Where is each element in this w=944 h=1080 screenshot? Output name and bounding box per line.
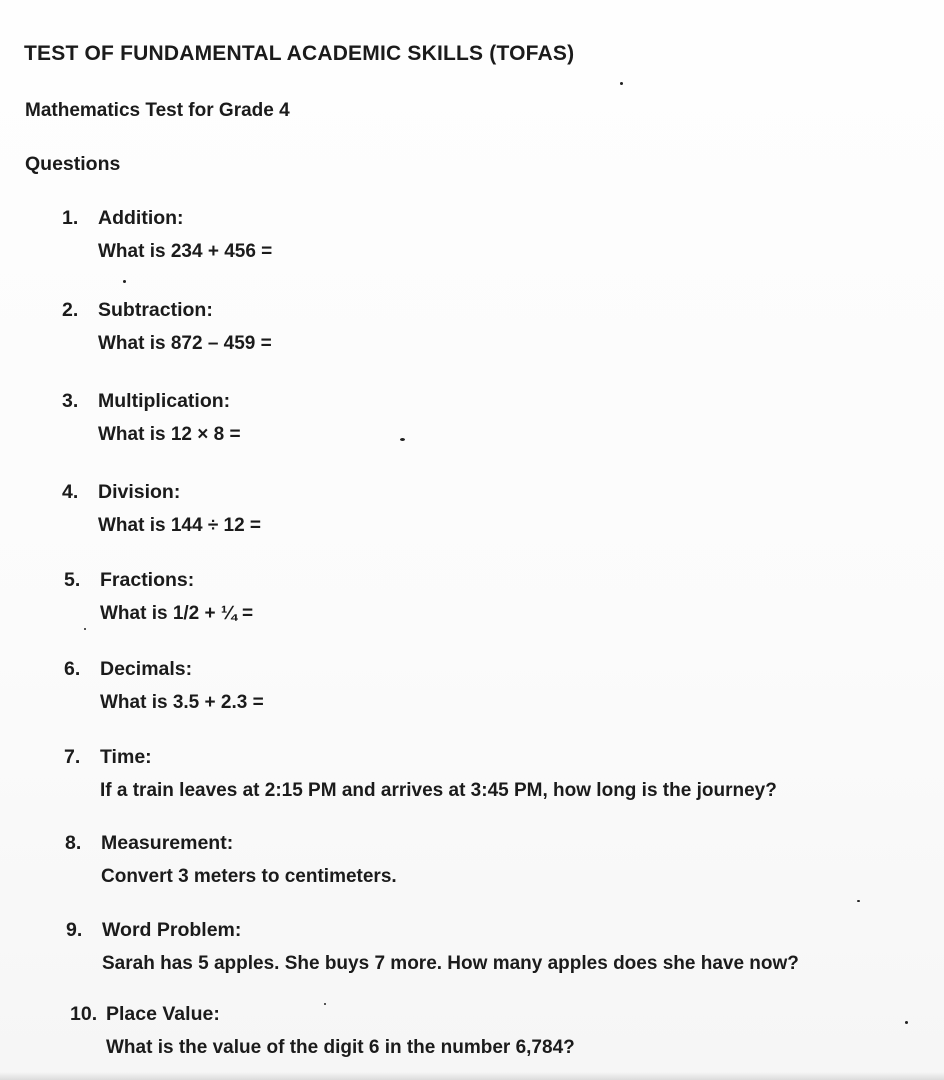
question-heading: [64, 746, 924, 769]
question-number: 10.: [70, 1003, 98, 1025]
question-text: If a train leaves at 2:15 PM and arrives at 3:45 PM, how long is the journey?: [100, 780, 777, 801]
question-number: 6.: [64, 658, 81, 680]
question-text: What is 872 – 459 =: [98, 333, 272, 354]
question-heading: [62, 481, 922, 504]
question-topic: Measurement:: [101, 832, 234, 854]
scan-speck: [400, 438, 405, 441]
question-heading: [70, 1003, 930, 1026]
question-topic: Fractions:: [100, 569, 195, 591]
question-item: [64, 746, 924, 802]
scan-speck: [905, 1021, 908, 1024]
scan-edge-shadow: [0, 1072, 944, 1080]
page-title: TEST OF FUNDAMENTAL ACADEMIC SKILLS (TOFAS): [24, 42, 575, 65]
question-number: 9.: [66, 919, 83, 941]
question-text: What is 12 × 8 =: [98, 424, 241, 445]
question-text: What is 1/2 + ¼ =: [100, 603, 254, 624]
question-heading: [62, 299, 922, 322]
question-text: Sarah has 5 apples. She buys 7 more. How many apples does she have now?: [102, 953, 799, 974]
question-topic: Word Problem:: [102, 919, 242, 941]
question-topic: Division:: [98, 481, 181, 503]
question-heading: [64, 658, 924, 681]
scan-speck: [857, 900, 860, 902]
scan-speck: [620, 82, 623, 85]
question-item: [70, 1003, 930, 1059]
question-number: 2.: [62, 299, 79, 321]
question-topic: Multiplication:: [98, 390, 231, 412]
question-heading: [64, 569, 924, 592]
question-text: What is 234 + 456 =: [98, 241, 273, 262]
question-item: [62, 299, 922, 355]
question-item: [62, 207, 922, 263]
scan-speck: [324, 1003, 326, 1005]
question-text: What is 3.5 + 2.3 =: [100, 692, 264, 713]
question-number: 4.: [62, 481, 79, 503]
question-number: 1.: [62, 207, 79, 229]
question-text: What is 144 ÷ 12 =: [98, 515, 262, 536]
question-heading: [62, 390, 922, 413]
question-number: 3.: [62, 390, 79, 412]
question-text: What is the value of the digit 6 in the number 6,784?: [106, 1037, 575, 1058]
question-heading: [66, 919, 926, 942]
question-text: Convert 3 meters to centimeters.: [101, 866, 397, 887]
question-number: 7.: [64, 746, 81, 768]
scan-speck: [123, 280, 126, 283]
section-heading: Questions: [25, 153, 121, 175]
question-item: [66, 919, 926, 975]
question-topic: Place Value:: [106, 1003, 220, 1025]
test-subtitle: Mathematics Test for Grade 4: [25, 100, 290, 121]
question-heading: [62, 207, 922, 230]
question-heading: [65, 832, 925, 855]
question-number: 5.: [64, 569, 81, 591]
question-item: [64, 658, 924, 714]
question-topic: Subtraction:: [98, 299, 213, 321]
question-number: 8.: [65, 832, 82, 854]
question-item: [62, 390, 922, 446]
question-topic: Time:: [100, 746, 152, 768]
question-item: [64, 569, 924, 625]
question-item: [62, 481, 922, 537]
scan-speck: [84, 628, 86, 630]
question-topic: Addition:: [98, 207, 184, 229]
question-topic: Decimals:: [100, 658, 193, 680]
question-item: [65, 832, 925, 888]
